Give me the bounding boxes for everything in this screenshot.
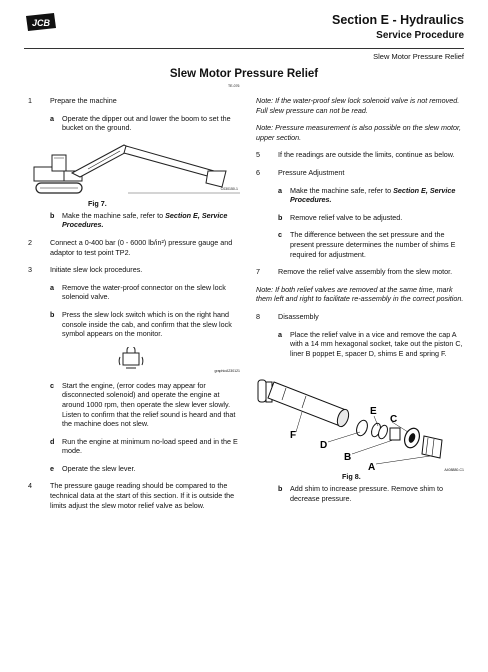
label-D: D (320, 440, 328, 452)
step-6b: b Remove relief valve to be adjusted. (278, 212, 403, 222)
step-3b: b Press the slew lock switch which is on the right hand console inside the cab, and confirm that the slew lock symbol appears on the monitor. (50, 309, 232, 339)
step-8b: b Add shim to increase pressure. Remove shim to decrease pressure. (278, 484, 443, 503)
step-4: 4 The pressure gauge reading should be compared to the technical data at the start of this section. If it is outside the limits adjust the slew motor relief valve as below. (28, 481, 235, 510)
note-solenoid: Note: If the water-proof slew lock solenoid valve is not removed. Full slew pressure can not be read. (256, 96, 460, 115)
step-3: 3 Initiate slew lock procedures. (28, 265, 143, 275)
section-reference-link-2[interactable]: Section E, Service Procedures. (290, 185, 456, 205)
reference-code: TE-076 (228, 84, 240, 88)
step-6a: a Make the machine safe, refer to Section E, Service Procedures. (278, 185, 456, 205)
slew-lock-icon (28, 347, 240, 371)
step-3a: a Remove the water-proof connector on the slew lock solenoid valve. (50, 282, 226, 302)
right-column (256, 96, 464, 511)
figure-7-ref: C030150-1 (220, 186, 238, 191)
step-8a: a Place the relief valve in a vice and remove the cap A with a 14 mm hexagonal socket, take out the piston C, liner B poppet E, spacer D, shims E and spring F. (278, 329, 463, 358)
label-B: B (344, 452, 352, 464)
step-7: 7 Remove the relief valve assembly from the slew motor. (256, 267, 453, 277)
step-6c: c The difference between the set pressure and the present pressure determines the number of shims E required for adjustment. (278, 230, 456, 259)
step-1b: b Make the machine safe, refer to Section E, Service Procedures. (50, 210, 228, 230)
label-F: F (290, 430, 297, 442)
symbol-ref: graphicA230121 (214, 368, 240, 373)
step-1a: a Operate the dipper out and lower the boom to set the bucket on the ground. (50, 113, 231, 133)
step-8: 8 Disassembly (256, 311, 319, 321)
note-both-valves: Note: If both relief valves are removed at the same time, mark them left and right to facilitate re-assembly in the correct position. (256, 284, 464, 304)
step-6: 6 Pressure Adjustment (256, 167, 345, 177)
label-C: C (390, 414, 398, 426)
label-A: A (368, 462, 376, 471)
step-1: 1 Prepare the machine (28, 96, 117, 105)
step-5: 5 If the readings are outside the limits, continue as below. (256, 150, 455, 160)
header-rule (24, 48, 464, 49)
label-E: E (370, 406, 377, 418)
section-reference-link[interactable]: Section E, Service Procedures. (62, 210, 228, 230)
figure-8-ref: A408880-C1 (444, 468, 464, 473)
left-column (28, 96, 240, 518)
step-3c: c Start the engine, (error codes may appear for disconnected solenoid) and operate the engine at around 1000 rpm, then operate the slew lever slowly. Listen to confirm that the relief sound is heard and that the machine does not slew. (50, 380, 236, 429)
note-measurement: Note: Pressure measurement is also possible on the slew motor, upper section. (256, 123, 461, 142)
section-subtitle: Service Procedure (376, 30, 464, 41)
relief-valve-exploded-illustration (256, 366, 464, 470)
jcb-logo (24, 12, 58, 32)
slew-lock-symbol-figure (28, 347, 240, 381)
running-title: Slew Motor Pressure Relief (373, 52, 464, 61)
figure-7-caption: Fig 7. (88, 198, 107, 208)
page-title: Slew Motor Pressure Relief (169, 68, 319, 80)
step-2: 2 Connect a 0-400 bar (0 - 6000 lb/in²) pressure gauge and adaptor to test point TP2. (28, 237, 233, 257)
figure-8-caption: Fig 8. (342, 472, 361, 482)
figure-7 (28, 141, 240, 211)
excavator-illustration (28, 141, 240, 197)
step-3e: e Operate the slew lever. (50, 463, 136, 473)
step-3d: d Run the engine at minimum no-load speed and in the E mode. (50, 436, 238, 456)
jcb-logo-text: JCB (31, 18, 51, 28)
figure-8 (256, 366, 464, 484)
section-title: Section E - Hydraulics (332, 13, 464, 27)
